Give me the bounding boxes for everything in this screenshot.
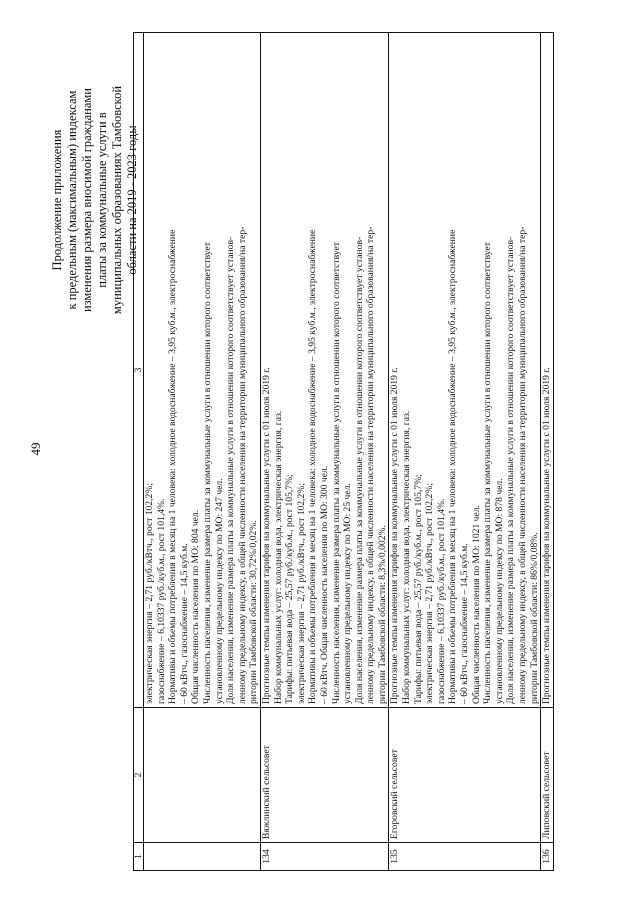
detail-line: – 60 кВтч., газоснабжение – 14,5 куб.м.	[178, 543, 190, 704]
detail-line: установленному предельному индексу по МО: 247 чел.	[213, 478, 225, 704]
detail-line: Доля населения, изменение размера платы за коммунальные услуги в отношении которого соответствует установ-	[505, 236, 517, 704]
detail-line: Доля населения, изменение размера платы за коммунальные услуги в отношении которого соответствует установ-	[225, 236, 237, 704]
detail-line: Прогнозные темпы изменения тарифов на коммунальные услуги с 01 июля 2019 г.	[541, 367, 553, 704]
detail-line: Набор коммунальных услуг: холодная вода, электрическая энергия, газ.	[272, 410, 284, 704]
detail-line: Прогнозные темпы изменения тарифов на коммунальные услуги с 01 июля 2019 г.	[389, 367, 401, 704]
header-line: платы за коммунальные услуги в	[95, 112, 109, 288]
detail-line: Набор коммунальных услуг: холодная вода, электрическая энергия, газ.	[401, 410, 413, 704]
column-number-row	[134, 33, 144, 871]
table-row	[260, 33, 389, 871]
detail-line: установленному предельному индексу по МО: 878 чел.	[493, 478, 505, 704]
settlement-name: Липовский сельсовет	[541, 708, 554, 843]
detail-line: Тарифы: питьевая вода – 25,57 руб./куб.м., рост 105,7%;	[412, 474, 424, 704]
detail-line: Общая численность населения по МО: 804 чел.	[190, 509, 202, 704]
detail-line: ритории Тамбовской области: 86%/0,08%.	[528, 532, 540, 704]
settlement-name	[144, 708, 261, 843]
detail-line: Нормативы и объемы потребления в месяц на 1 человека: холодное водоснабжение – 3,95 куб.м., электроснабжение	[447, 229, 459, 704]
detail-line: электрическая энергия – 2,71 руб./кВтч., рост 102,2%;	[295, 483, 307, 704]
row-number	[144, 843, 261, 871]
table-row	[389, 33, 541, 871]
table-row	[144, 33, 261, 871]
detail-line: Общая численность населения по МО: 1021 чел.	[470, 505, 482, 704]
header-line: области на 2019 - 2023 годы	[125, 125, 139, 275]
tariff-details	[541, 33, 554, 708]
detail-line: ленному предельному индексу, в общей численности населения на территории муниципального образования/на тер-	[236, 226, 248, 704]
detail-line: газоснабжение – 6,10337 руб./куб.м., рост 101,4%.	[155, 498, 167, 704]
header-line: Продолжение приложения	[50, 129, 64, 271]
detail-line: ленному предельному индексу, в общей численности населения на территории муниципального образования/на тер-	[517, 226, 528, 704]
tariff-details	[260, 33, 389, 708]
detail-line: ритории Тамбовской области: 8,3%/0,002%.	[376, 525, 388, 704]
table-row	[541, 33, 554, 871]
column-number: 3	[134, 33, 144, 708]
column-number: 1	[134, 843, 144, 871]
row-number: 134	[260, 843, 389, 871]
detail-line: Численность населения, изменение размера платы за коммунальные услуги в отношении которого соответствует	[330, 242, 342, 704]
detail-line: Доля населения, изменение размера платы за коммунальные услуги в отношении которого соответствует установ-	[353, 236, 365, 704]
tariff-details	[389, 33, 541, 708]
detail-line: Прогнозные темпы изменения тарифов на коммунальные услуги с 01 июля 2019 г.	[260, 367, 272, 704]
detail-line: электрическая энергия – 2,71 руб./кВтч., рост 102,2%;	[424, 483, 436, 704]
row-number: 136	[541, 843, 554, 871]
detail-line: Нормативы и объемы потребления в месяц на 1 человека: холодное водоснабжение – 3,95 куб.м., электроснабжение	[167, 229, 179, 704]
detail-line: – 60 кВтч., газоснабжение – 14,5 куб.м.	[459, 543, 471, 704]
row-number: 135	[389, 843, 541, 871]
detail-line: Численность населения, изменение размера платы за коммунальные услуги в отношении которого соответствует	[201, 242, 213, 704]
detail-line: установленному предельному индексу по МО: 25 чел.	[342, 483, 354, 704]
appendix-header	[50, 35, 140, 365]
page-number: 49	[28, 442, 43, 456]
detail-line: электрическая энергия – 2,71 руб./кВтч., рост 102,2%;	[144, 483, 155, 704]
detail-line: газоснабжение – 6,10337 руб./куб.м., рост 101,4%.	[435, 498, 447, 704]
detail-line: Численность населения, изменение размера платы за коммунальные услуги в отношении которого соответствует	[482, 242, 494, 704]
settlement-name: Егоровский сельсовет	[389, 708, 541, 843]
detail-line: Нормативы и объемы потребления в месяц на 1 человека: холодное водоснабжение – 3,95 куб.м., электроснабжение	[307, 229, 319, 704]
tariff-table	[133, 32, 554, 871]
column-number: 2	[134, 708, 144, 843]
header-line: муниципальных образованиях Тамбовской	[110, 85, 124, 315]
settlement-name: Вяжлинский сельсовет	[260, 708, 389, 843]
header-line: изменения размера вносимой гражданами	[80, 88, 94, 313]
detail-line: ленному предельному индексу, в общей численности населения на территории муниципального образования/на тер-	[365, 226, 377, 704]
header-line: к предельным (максимальным) индексам	[65, 90, 79, 310]
tariff-details	[144, 33, 261, 708]
detail-line: Тарифы: питьевая вода – 25,57 руб./куб.м., рост 105,7%;	[284, 474, 296, 704]
detail-line: – 60 кВтч. Общая численность населения по МО: 300 чел.	[318, 465, 330, 704]
detail-line: ритории Тамбовской области: 30,72%/0,02%.	[248, 520, 260, 704]
